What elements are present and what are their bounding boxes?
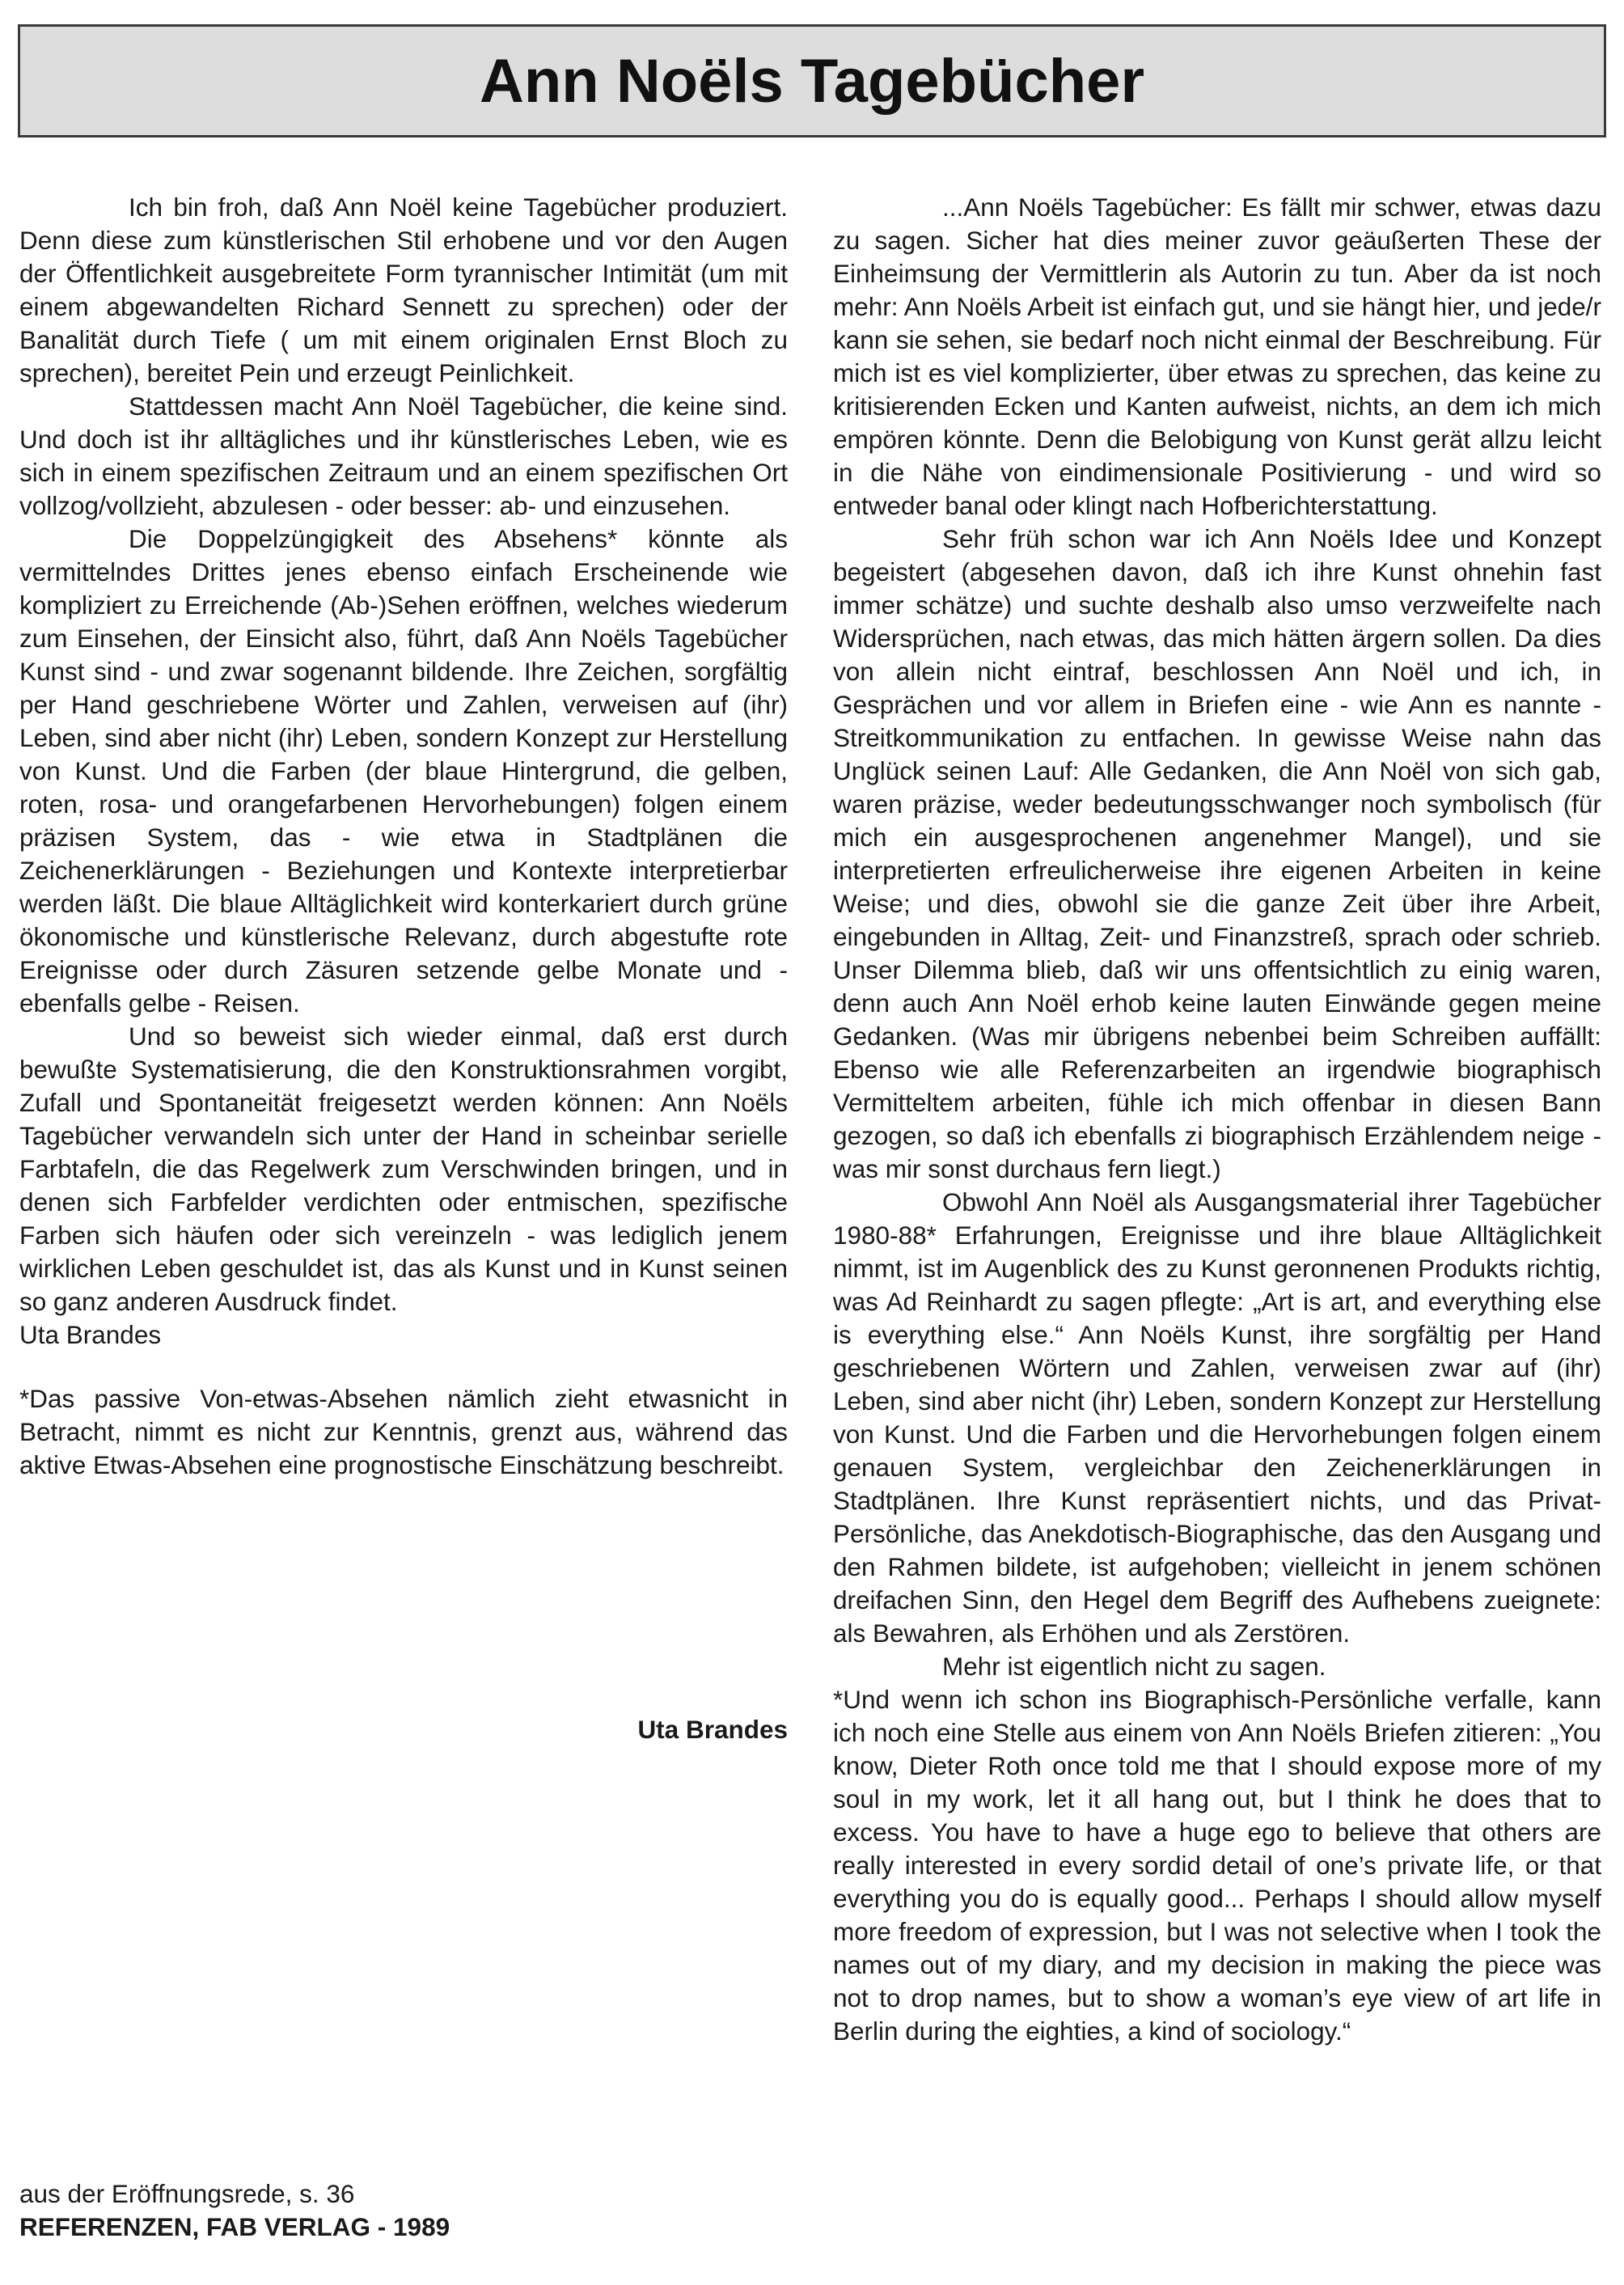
right-paragraph-3: Obwohl Ann Noël als Ausgangsmaterial ihrer Tagebücher 1980-88* Erfahrungen, Ereignisse und ihre blaue Alltäglichkeit nimmt, ist im Augenblick des zu Kunst geronnenen Produkts richtig, was Ad Reinhardt zu sagen pflegte: „Art is art, and everything else is everything else.“ Ann Noëls Kunst, ihre sorgfältig per Hand geschriebenen Wörtern und Zahlen, verweisen zwar auf (ihr) Leben, sind aber nicht (ihr) Leben, sondern Konzept zur Herstellung von Kunst. Und die Farben und die Hervorhebungen folgen einem genauen System, vergleichbar den Zeichenerklärungen in Stadtplänen. Ihre Kunst repräsentiert nichts, und das Privat-Persönliche, das Anekdotisch-Biographische, das den Ausgang und den Rahmen bildete, ist aufgehoben; vielleicht in jenem schönen dreifachen Sinn, den Hegel dem Begriff des Aufhebens zueignete: als Bewahren, als Erhöhen und als Zerstören. [833, 1187, 1601, 1648]
left-column [19, 191, 788, 1482]
source-line: aus der Eröffnungsrede, s. 36 [19, 2179, 355, 2208]
right-column [833, 191, 1601, 2048]
right-paragraph-4: Mehr ist eigentlich nicht zu sagen. [942, 1652, 1326, 1681]
title-banner [18, 24, 1606, 138]
left-paragraph-4: Und so beweist sich wieder einmal, daß erst durch bewußte Systematisierung, die den Konstruktionsrahmen vorgibt, Zufall und Spontaneität freigesetzt werden können: Ann Noëls Tagebücher verwandeln sich unter der Hand in scheinbar serielle Farbtafeln, die das Regelwerk zum Verschwinden bringen, und in denen sich Farbfelder verdichten oder entmischen, spezifische Farben sich häufen oder sich vereinzeln - was lediglich jenem wirklichen Leben geschuldet ist, das als Kunst und in Kunst seinen so ganz anderen Ausdruck findet. [19, 1022, 788, 1316]
reference-line: REFERENZEN, FAB VERLAG - 1989 [19, 2212, 450, 2241]
left-footnote: *Das passive Von-etwas-Absehen nämlich zieht etwasnicht in Betracht, nimmt es nicht zur Kenntnis, grenzt aus, während das aktive Etwas-Absehen eine prognostische Einschätzung beschreibt. [19, 1384, 788, 1479]
left-paragraph-1: Ich bin froh, daß Ann Noël keine Tagebücher produziert. Denn diese zum künstlerischen Stil erhobene und vor den Augen der Öffentlichkeit ausgebreitete Form tyrannischer Intimität (um mit einem abgewandelten Richard Sennett zu sprechen) oder der Banalität durch Tiefe ( um mit einem originalen Ernst Bloch zu sprechen), bereitet Pein und erzeugt Peinlichkeit. [19, 193, 788, 387]
author-signature-inline: Uta Brandes [19, 1320, 162, 1349]
right-paragraph-1: ...Ann Noëls Tagebücher: Es fällt mir schwer, etwas dazu zu sagen. Sicher hat dies meiner zuvor geäußerten These der Einheimsung der Vermittlerin als Autorin zu tun. Aber da ist noch mehr: Ann Noëls Arbeit ist einfach gut, und sie hängt hier, und jede/r kann sie sehen, sie bedarf noch nicht einmal der Beschreibung. Für mich ist es viel komplizierter, über etwas zu sprechen, das keine zu kritisierenden Ecken und Kanten aufweist, nichts, an dem ich mich empören könnte. Denn die Belobigung von Kunst gerät allzu leicht in die Nähe von eindimensionale Positivierung - und wird so entweder banal oder klingt nach Hofberichterstattung. [833, 193, 1601, 520]
left-paragraph-3: Die Doppelzüngigkeit des Absehens* könnte als vermittelndes Drittes jenes ebenso einfach Erscheinende wie kompliziert zu Erreichende (Ab-)Sehen eröffnen, welches wiederum zum Einsehen, der Einsicht also, führt, daß Ann Noëls Tagebücher Kunst sind - und zwar sogenannt bildende. Ihre Zeichen, sorgfältig per Hand geschriebene Wörter und Zahlen, verweisen auf (ihr) Leben, sind aber nicht (ihr) Leben, sondern Konzept zur Herstellung von Kunst. Und die Farben (der blaue Hintergrund, die gelben, roten, rosa- und orangefarbenen Hervorhebungen) folgen einem präzisen System, das - wie etwa in Stadtplänen die Zeichenerklärungen - Beziehungen und Kontexte interpretierbar werden läßt. Die blaue Alltäglichkeit wird konterkariert durch grüne ökonomische und künstlerische Relevanz, durch abgestufte rote Ereignisse oder durch Zäsuren setzende gelbe Monate und - ebenfalls gelbe - Reisen. [19, 524, 788, 1018]
source-citation [19, 2177, 788, 2244]
author-signature: Uta Brandes [637, 1715, 788, 1744]
left-paragraph-2: Stattdessen macht Ann Noël Tagebücher, die keine sind. Und doch ist ihr alltägliches und ihr künstlerisches Leben, wie es sich in einem spezifischen Zeitraum und an einem spezifischen Ort vollzog/vollzieht, abzulesen - oder besser: ab- und einzusehen. [19, 391, 788, 520]
right-footnote: *Und wenn ich schon ins Biographisch-Persönliche verfalle, kann ich noch eine Stelle aus einem von Ann Noëls Briefen zitieren: „You know, Dieter Roth once told me that I should expose more of my soul in my work, let it all hang out, but I think he does that to excess. You have to have a huge ego to believe that others are really interested in every sordid detail of one’s private life, or that everything you do is equally good... Perhaps I should allow myself more freedom of expression, but I was not selective when I took the names out of my diary, and my decision in making the piece was not to drop names, but to show a woman’s eye view of art life in Berlin during the eighties, a kind of sociology.“ [833, 1685, 1601, 2046]
page-title: Ann Noëls Tagebücher [479, 46, 1145, 116]
right-paragraph-2: Sehr früh schon war ich Ann Noëls Idee und Konzept begeistert (abgesehen davon, daß ich ihre Kunst ohnehin fast immer schätze) und suchte deshalb also umso verzweifelte nach Widersprüchen, nach etwas, das mich hätten ärgern sollen. Da dies von allein nicht eintraf, beschlossen Ann Noël und ich, in Gesprächen und vor allem in Briefen eine - wie Ann es nannte - Streitkommunikation zu entfachen. In gewisse Weise nahn das Unglück seinen Lauf: Alle Gedanken, die Ann Noël von sich gab, waren präzise, weder bedeutungsschwanger noch symbolisch (für mich ein ausgesprochenen angenehmer Mangel), und sie interpretierten erfreulicherweise ihre eigenen Arbeiten in keine Weise; und dies, obwohl sie die ganze Zeit über ihre Arbeit, eingebunden in Alltag, Zeit- und Finanzstreß, sprach oder schrieb. Unser Dilemma blieb, daß wir uns offentsichtlich zu einig waren, denn auch Ann Noël erhob keine lauten Einwände gegen meine Gedanken. (Was mir übrigens nebenbei beim Schreiben auffällt: Ebenso wie alle Referenzarbeiten an irgendwie biographisch Vermitteltem arbeiten, fühle ich mich offenbar in diesen Bann gezogen, so daß ich ebenfalls zi biographisch Erzählendem neige - was mir sonst durchaus fern liegt.) [833, 524, 1601, 1183]
